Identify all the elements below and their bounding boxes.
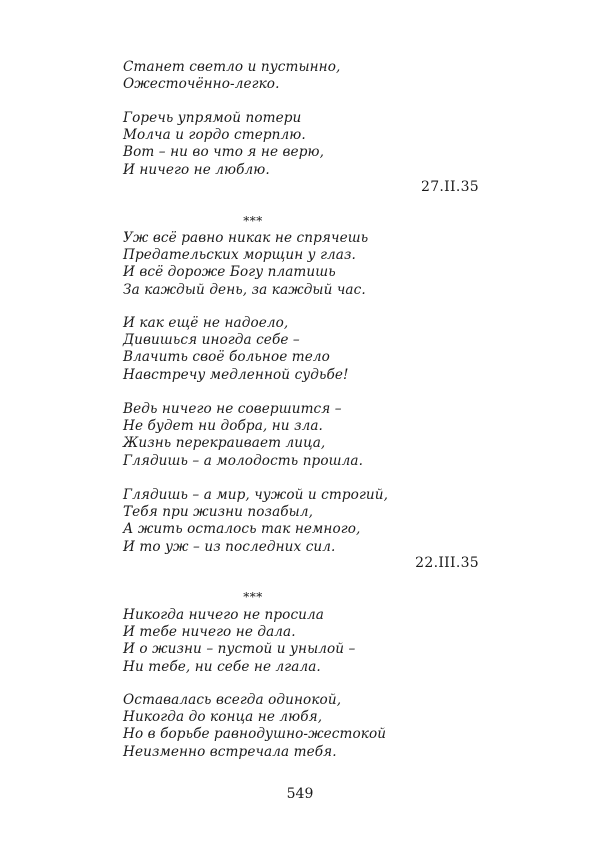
- verse-line: Жизнь перекраивает лица,: [123, 435, 326, 452]
- verse-line: И тебе ничего не дала.: [123, 624, 296, 641]
- verse-line: И всё дороже Богу платишь: [123, 264, 336, 281]
- verse-line: Молча и гордо стерплю.: [123, 127, 306, 144]
- verse-line: За каждый день, за каждый час.: [123, 281, 366, 298]
- verse-line: Предательских морщин у глаз.: [123, 247, 356, 264]
- verse-line: Уж всё равно никак не спрячешь: [123, 230, 369, 246]
- poem2-stanza3: [123, 401, 363, 470]
- poem1-stanza1: [123, 59, 340, 93]
- verse-line: Глядишь – а молодость прошла.: [123, 452, 363, 469]
- verse-line: Оставалась всегда одинокой,: [123, 692, 342, 708]
- poem1-stanza2: [123, 110, 324, 179]
- verse-line: Никогда до конца не любя,: [123, 709, 323, 726]
- verse-line: Вот – ни во что я не верю,: [123, 144, 324, 161]
- verse-line: Дивишься иногда себе –: [123, 332, 300, 349]
- verse-line: И ничего не люблю.: [123, 161, 270, 178]
- poem1-date: 27.II.35: [421, 179, 479, 195]
- verse-line: Не будет ни добра, ни зла.: [123, 418, 323, 435]
- poem2-stanza2: [123, 315, 349, 384]
- verse-line: Ведь ничего не совершится –: [123, 401, 342, 417]
- poem2-separator: ***: [243, 214, 263, 228]
- verse-line: Но в борьбе равнодушно-жестокой: [123, 726, 387, 743]
- verse-line: Ожесточённо-легко.: [123, 76, 280, 93]
- verse-line: И как ещё не надоело,: [123, 315, 289, 331]
- poem3-stanza1: [123, 607, 355, 676]
- poem2-stanza4: [123, 487, 388, 556]
- verse-line: И о жизни – пустой и унылой –: [123, 641, 356, 658]
- verse-line: Влачить своё больное тело: [123, 349, 330, 366]
- verse-line: Станет светло и пустынно,: [123, 59, 341, 75]
- poem2-date: 22.III.35: [415, 555, 479, 571]
- verse-line: Никогда ничего не просила: [123, 607, 324, 623]
- verse-line: Неизменно встречала тебя.: [123, 743, 337, 760]
- poem2-stanza1: [123, 230, 368, 299]
- page-number: 549: [286, 786, 314, 802]
- verse-line: Ни тебе, ни себе не лгала.: [123, 658, 321, 675]
- verse-line: Глядишь – а мир, чужой и строгий,: [123, 487, 389, 503]
- verse-line: Тебя при жизни позабыл,: [123, 504, 314, 521]
- verse-line: Горечь упрямой потери: [123, 110, 302, 126]
- verse-line: Навстречу медленной судьбе!: [123, 366, 349, 383]
- poem3-stanza2: [123, 692, 386, 761]
- verse-line: И то уж – из последних сил.: [123, 538, 336, 555]
- poem3-separator: ***: [243, 590, 263, 604]
- verse-line: А жить осталось так немного,: [123, 521, 361, 538]
